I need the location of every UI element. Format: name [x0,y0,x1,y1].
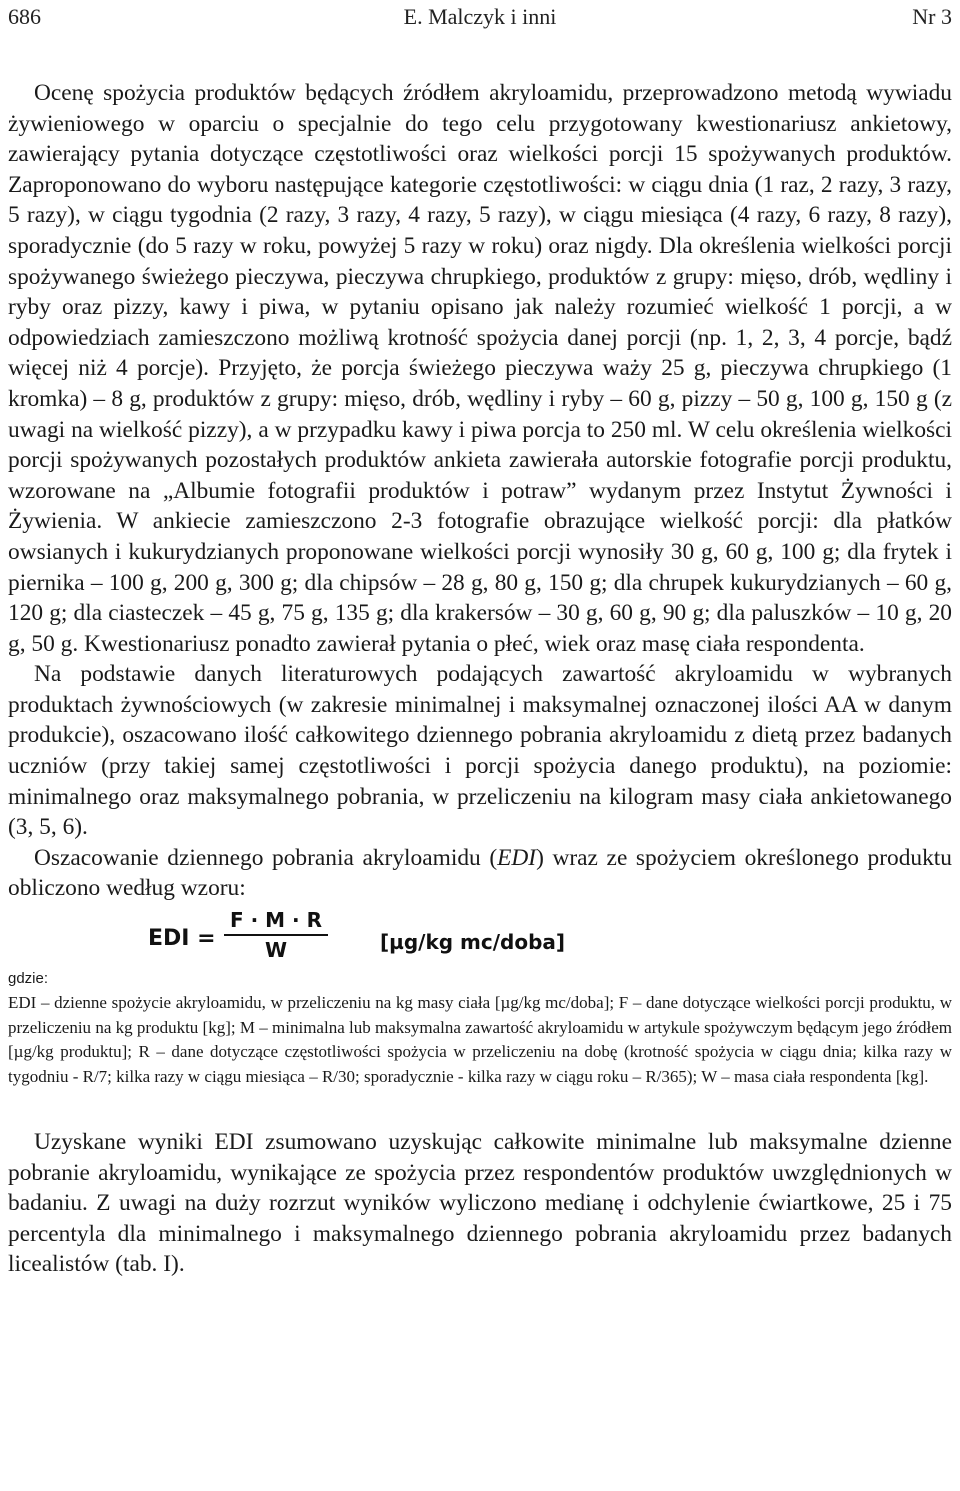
formula-unit: [µg/kg mc/doba] [380,930,566,955]
where-label: gdzie: [8,970,49,988]
formula-legend: EDI – dzienne spożycie akryloamidu, w przeliczeniu na kg masy ciała [µg/kg mc/doba]; F – dane dotyczące wielkości porcji produktu, w przeliczeniu na kg produktu [kg]; M – minimalna lub maksymalna zawartość akryloamidu w artykule spożywczym będącym jego źródłem [µg/kg produktu]; R – dane dotyczące częstotliwości spożycia w przeliczeniu na dobę (krotność spożycia w ciągu dnia; kilka razy w tygodniu - R/7; kilka razy w ciągu miesiąca – R/30; sporadycznie - kilka razy w ciągu roku – R/365); W – masa ciała respondenta [kg]. [8,993,952,1086]
paragraph-edi-intro [8,843,952,904]
page-number: 686 [8,4,41,29]
edi-intro-after: ) wraz ze spożyciem określonego produktu obliczono według wzoru: [8,844,952,902]
formula-lhs: EDI = [148,926,216,952]
issue-number: Nr 3 [912,4,952,29]
edi-term: EDI [497,844,537,871]
paragraph-results: Uzyskane wyniki EDI zsumowano uzyskując całkowite minimalne lub maksymalne dzienne pobranie akryloamidu, wynikające ze spożycia przez respondentów produktów uwzględnionych w badaniu. Z uwagi na duży rozrzut wyników wyliczono medianę i odchylenie ćwiartkowe, 25 i 75 percentyla dla minimalnego i maksymalnego dziennego pobrania akryloamidu przez badanych licealistów (tab. I). [8,1129,952,1278]
edi-intro-before: Oszacowanie dziennego pobrania akryloamidu ( [34,844,498,871]
formula-fraction [224,908,328,962]
paragraph-estimation: Na podstawie danych literaturowych podających zawartość akryloamidu w wybranych produktach żywnościowych (w zakresie minimalnej i maksymalnej oznaczonej ilości AA w danym produkcie), oszacowano ilość całkowitego dziennego pobrania akryloamidu z dietą przez badanych uczniów (przy takiej samej częstotliwości i porcji spożycia danego produktu), na poziomie: minimalnego oraz maksymalnego pobrania, w przeliczeniu na kilogram masy ciała ankietowanego (3, 5, 6). [8,661,952,841]
article-body [8,78,952,1280]
edi-formula [8,908,952,966]
page-header [8,4,952,38]
running-title: E. Malczyk i inni [403,4,557,29]
paragraph-methods: Ocenę spożycia produktów będących źródłem akryloamidu, przeprowadzono metodą wywiadu żywieniowego w oparciu o specjalnie do tego celu przygotowany kwestionariusz ankietowy, zawierający pytania dotyczące częstotliwości oraz wielkości porcji 15 spożywanych produktów. Zaproponowano do wyboru następujące kategorie częstotliwości: w ciągu dnia (1 raz, 2 razy, 3 razy, 5 razy), w ciągu tygodnia (2 razy, 3 razy, 4 razy, 5 razy), w ciągu miesiąca (4 razy, 6 razy, 8 razy), sporadycznie (do 5 razy w roku, powyżej 5 razy w roku) oraz nigdy. Dla określenia wielkości porcji spożywanego świeżego pieczywa, pieczywa chrupkiego, produktów z grupy: mięso, drób, wędliny i ryby oraz pizzy, kawy i piwa, w pytaniu opisano jak należy rozumieć wielkość 1 porcji, a w odpowiedziach zamieszczono możliwą krotność spożycia danej porcji (np. 1, 2, 3, 4 porcje, bądź więcej niż 4 porcje). Przyjęto, że porcja świeżego pieczywa waży 25 g, pieczywa chrupkiego (1 kromka) – 8 g, produktów z grupy: mięso, drób, wędliny i ryby – 60 g, pizzy – 50 g, 100 g, 150 g (z uwagi na wielkość pizzy), a w przypadku kawy i piwa porcja to 250 ml. W celu określenia wielkości porcji spożywanych pozostałych produktów ankieta zawierała autorskie fotografie porcji produktu, wzorowane na „Albumie fotografii produktów i potraw” wydanym przez Instytut Żywności i Żywienia. W ankiecie zamieszczono 2-3 fotografie obrazujące wielkość porcji: dla płatków owsianych i kukurydzianych proponowane wielkości porcji wynosiły 30 g, 60 g, 100 g; dla frytek i piernika – 100 g, 200 g, 300 g; dla chipsów – 28 g, 80 g, 150 g; dla chrupek kukurydzianych – 60 g, 120 g; dla ciasteczek – 45 g, 75 g, 135 g; dla krakersów – 30 g, 60 g, 90 g; dla paluszków – 10 g, 20 g, 50 g. Kwestionariusz ponadto zawierał pytania o płeć, wiek oraz masę ciała respondenta. [8,80,952,657]
formula-numerator: F · M · R [224,908,328,936]
formula-denominator: W [264,938,288,963]
